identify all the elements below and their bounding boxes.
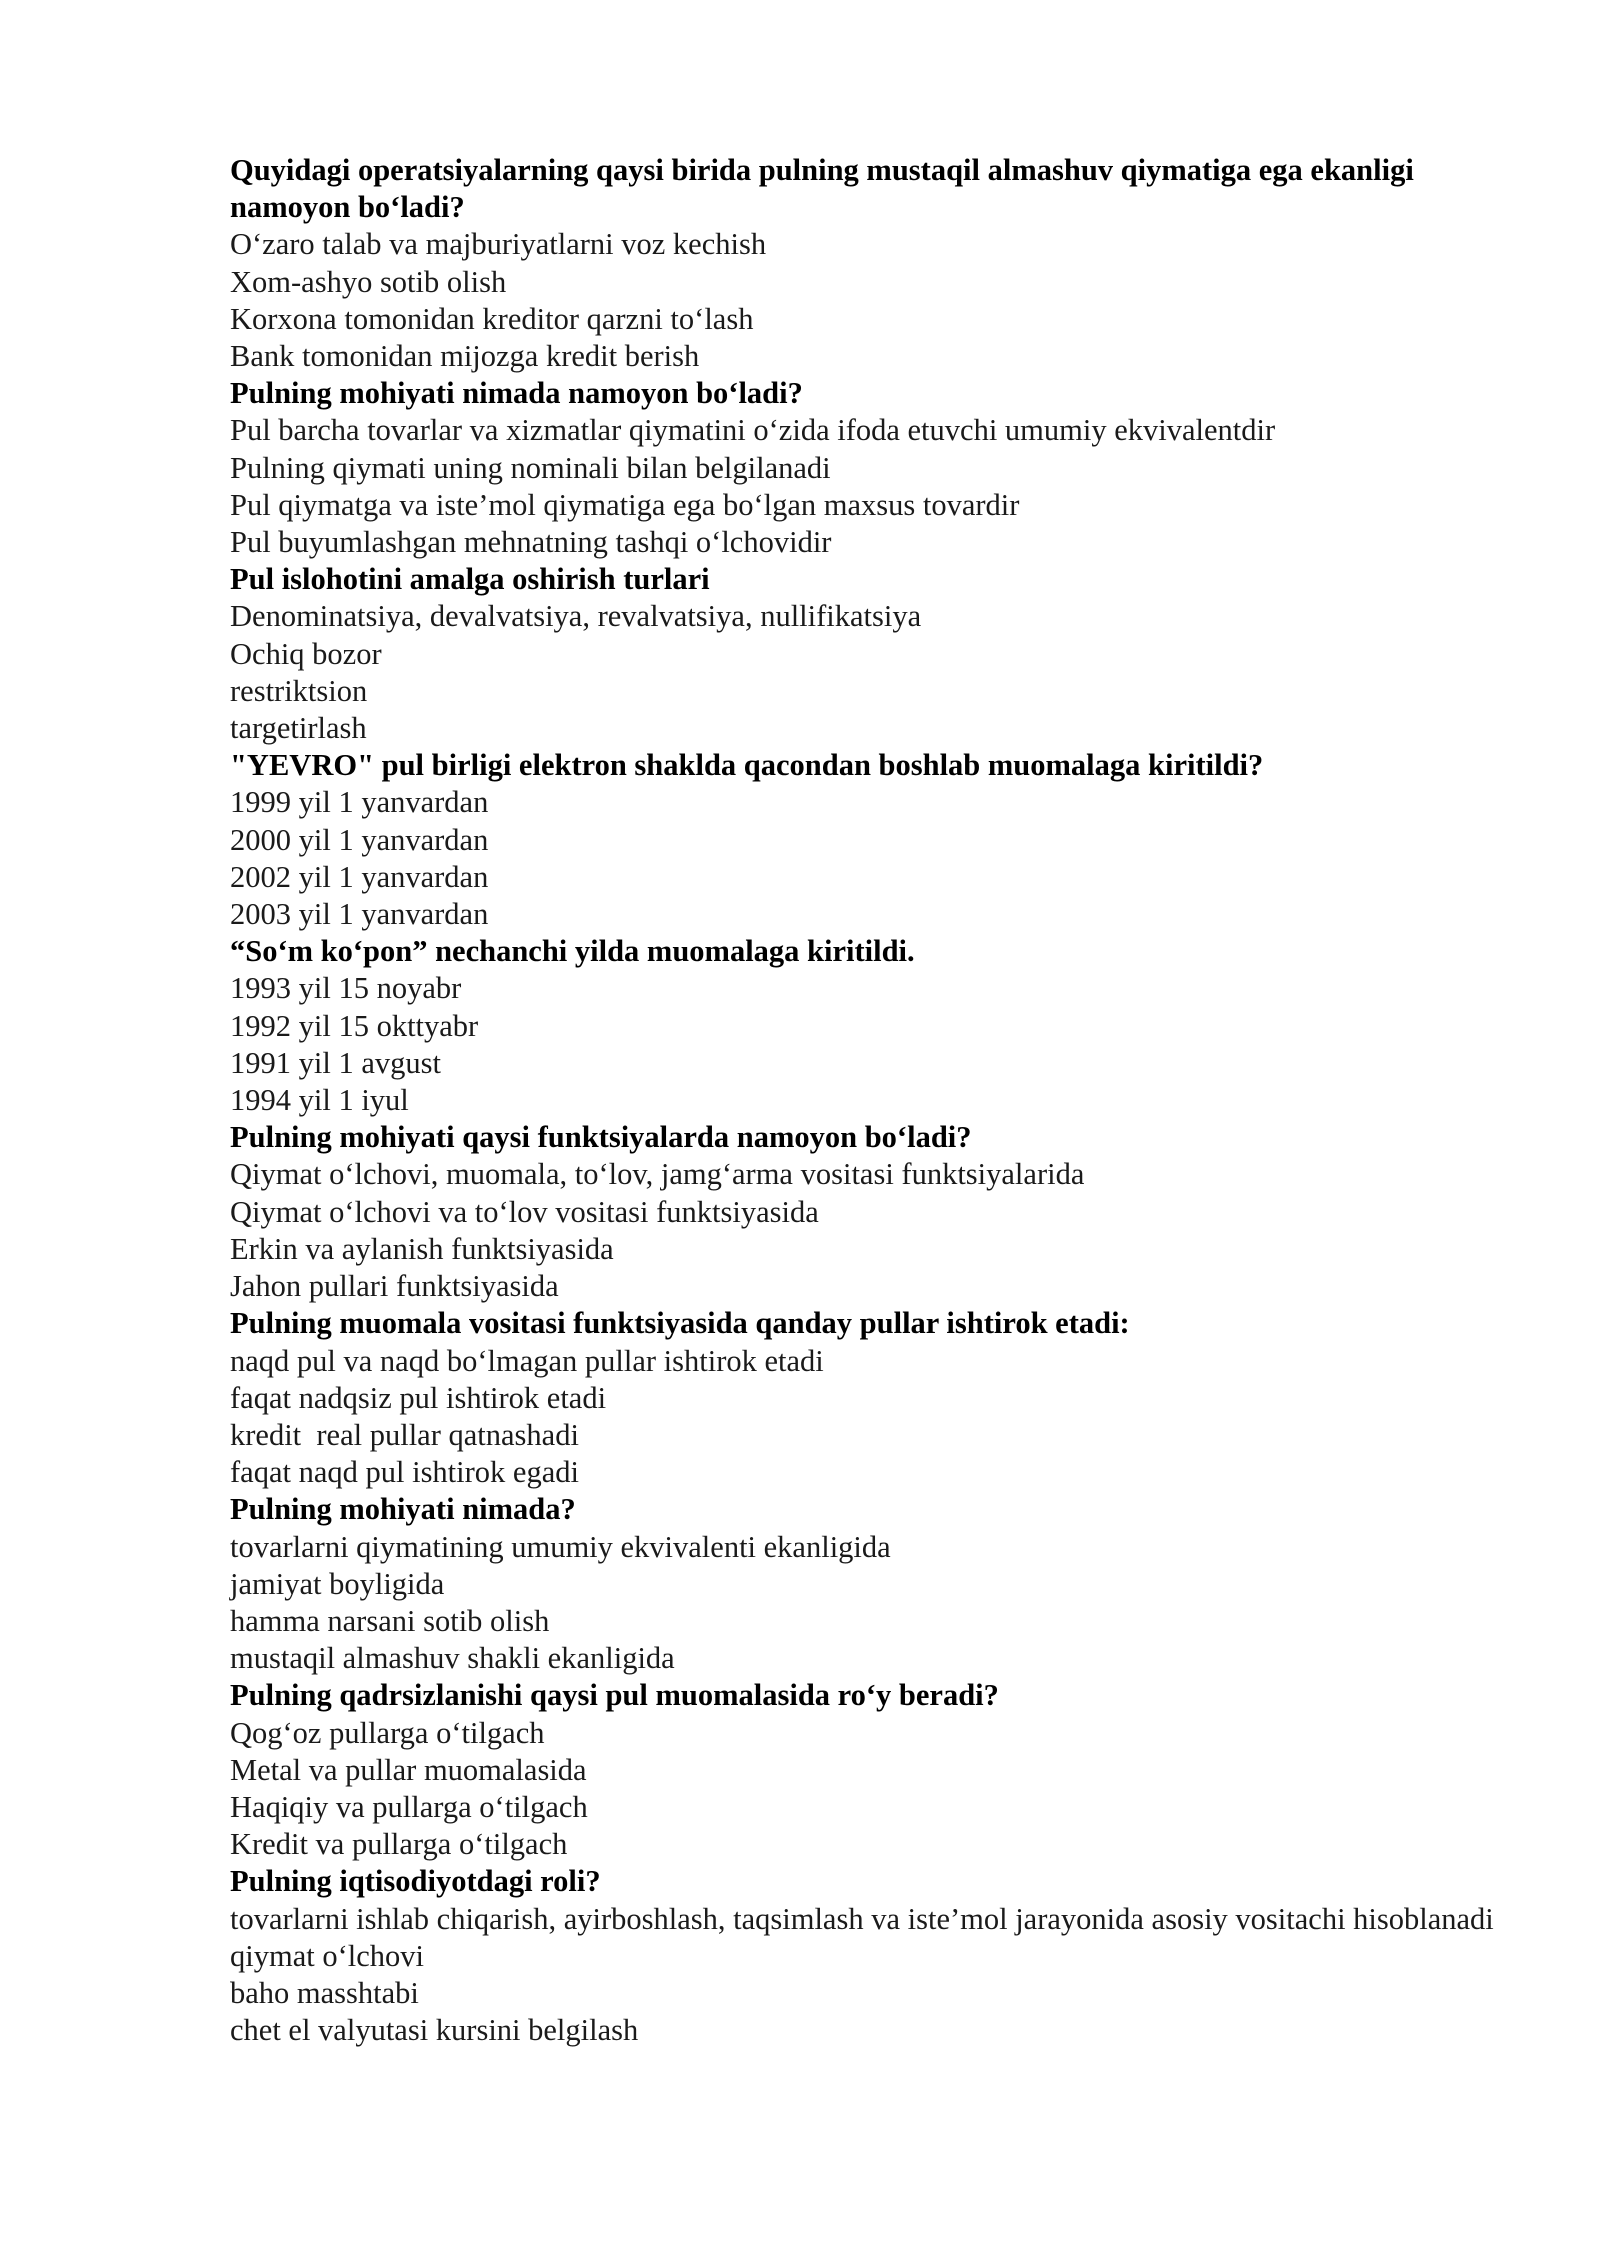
question-text: "YEVRO" pul birligi elektron shaklda qacondan boshlab muomalaga kiritildi? [230, 748, 1264, 783]
answer-list [230, 1156, 1530, 1305]
answer-option: Qiymat o‘lchovi va to‘lov vositasi funktsiyasida [230, 1194, 819, 1229]
answer-option: kredit real pullar qatnashadi [230, 1417, 579, 1452]
question-block-2 [230, 375, 1530, 561]
answer-option: faqat naqd pul ishtirok egadi [230, 1455, 579, 1490]
question-text: Pul islohotini amalga oshirish turlari [230, 562, 710, 597]
answer-option: 1994 yil 1 iyul [230, 1083, 409, 1118]
answer-option: Jahon pullari funktsiyasida [230, 1269, 559, 1304]
answer-option: hamma narsani sotib olish [230, 1603, 550, 1638]
answer-option: chet el valyutasi kursini belgilash [230, 2013, 639, 2048]
answer-option: tovarlarni ishlab chiqarish, ayirboshlash, taqsimlash va iste’mol jarayonida asosiy vositachi hisoblanadi [230, 1901, 1494, 1936]
question-block-1 [230, 152, 1530, 375]
answer-option: restriktsion [230, 673, 368, 708]
question-block-10 [230, 1863, 1530, 2049]
answer-option: Pul qiymatga va iste’mol qiymatiga ega bo‘lgan maxsus tovardir [230, 487, 1020, 522]
answer-option: baho masshtabi [230, 1975, 419, 2010]
answer-list [230, 412, 1530, 561]
question-block-9 [230, 1677, 1530, 1863]
question-text: Pulning iqtisodiyotdagi roli? [230, 1864, 601, 1899]
answer-option: 1992 yil 15 okttyabr [230, 1008, 479, 1043]
answer-option: Haqiqiy va pullarga o‘tilgach [230, 1789, 588, 1824]
answer-list [230, 598, 1530, 747]
answer-option: Ochiq bozor [230, 636, 382, 671]
answer-option: naqd pul va naqd bo‘lmagan pullar ishtirok etadi [230, 1343, 824, 1378]
question-text: Pulning mohiyati qaysi funktsiyalarda namoyon bo‘ladi? [230, 1120, 972, 1155]
answer-option: 2000 yil 1 yanvardan [230, 822, 489, 857]
answer-option: 1993 yil 15 noyabr [230, 971, 462, 1006]
question-text: Pulning muomala vositasi funktsiyasida qanday pullar ishtirok etadi: [230, 1306, 1130, 1341]
document-page [230, 152, 1530, 2049]
answer-option: Erkin va aylanish funktsiyasida [230, 1231, 614, 1266]
answer-option: Kredit va pullarga o‘tilgach [230, 1827, 568, 1862]
question-text: “So‘m ko‘pon” nechanchi yilda muomalaga kiritildi. [230, 934, 915, 969]
question-text: Pulning qadrsizlanishi qaysi pul muomalasida ro‘y beradi? [230, 1678, 999, 1713]
answer-option: qiymat o‘lchovi [230, 1938, 424, 1973]
question-text: Pulning mohiyati nimada? [230, 1492, 576, 1527]
answer-option: Pul buyumlashgan mehnatning tashqi o‘lchovidir [230, 525, 832, 560]
question-text: Pulning mohiyati nimada namoyon bo‘ladi? [230, 376, 803, 411]
answer-option: faqat nadqsiz pul ishtirok etadi [230, 1380, 607, 1415]
answer-list [230, 1529, 1530, 1678]
answer-option: Qiymat o‘lchovi, muomala, to‘lov, jamg‘arma vositasi funktsiyalarida [230, 1157, 1085, 1192]
answer-option: Pul barcha tovarlar va xizmatlar qiymatini o‘zida ifoda etuvchi umumiy ekvivalentdir [230, 413, 1276, 448]
answer-option: Xom-ashyo sotib olish [230, 264, 507, 299]
answer-option: Qog‘oz pullarga o‘tilgach [230, 1715, 545, 1750]
question-block-3 [230, 561, 1530, 747]
answer-option: 1999 yil 1 yanvardan [230, 785, 489, 820]
answer-option: tovarlarni qiymatining umumiy ekvivalenti ekanligida [230, 1529, 891, 1564]
question-block-4 [230, 747, 1530, 933]
answer-list [230, 784, 1530, 933]
answer-list [230, 1343, 1530, 1492]
question-text: Quyidagi operatsiyalarning qaysi birida pulning mustaqil almashuv qiymatiga ega ekanligi namoyon bo‘ladi? [230, 153, 1414, 225]
answer-option: Metal va pullar muomalasida [230, 1752, 587, 1787]
answer-option: 1991 yil 1 avgust [230, 1045, 441, 1080]
answer-option: jamiyat boyligida [230, 1566, 445, 1601]
answer-option: Bank tomonidan mijozga kredit berish [230, 339, 700, 374]
question-block-5 [230, 933, 1530, 1119]
question-block-7 [230, 1305, 1530, 1491]
answer-list [230, 1901, 1530, 2050]
answer-option: 2003 yil 1 yanvardan [230, 897, 489, 932]
answer-list [230, 226, 1530, 375]
answer-option: O‘zaro talab va majburiyatlarni voz kechish [230, 227, 767, 262]
answer-option: Pulning qiymati uning nominali bilan belgilanadi [230, 450, 831, 485]
question-block-8 [230, 1491, 1530, 1677]
question-block-6 [230, 1119, 1530, 1305]
answer-option: Denominatsiya, devalvatsiya, revalvatsiya, nullifikatsiya [230, 599, 922, 634]
answer-list [230, 970, 1530, 1119]
answer-option: 2002 yil 1 yanvardan [230, 859, 489, 894]
answer-list [230, 1715, 1530, 1864]
answer-option: mustaqil almashuv shakli ekanligida [230, 1641, 675, 1676]
answer-option: Korxona tomonidan kreditor qarzni to‘lash [230, 301, 754, 336]
answer-option: targetirlash [230, 711, 367, 746]
